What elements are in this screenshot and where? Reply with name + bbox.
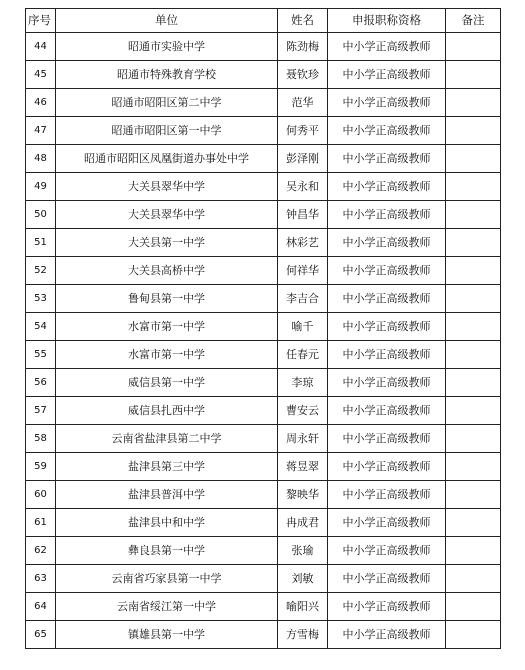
serial-cell: 57: [26, 397, 56, 425]
name-cell: 范华: [278, 89, 328, 117]
unit-cell: 水富市第一中学: [56, 341, 278, 369]
note-cell: [446, 481, 501, 509]
title-cell: 中小学正高级教师: [328, 397, 446, 425]
serial-cell: 44: [26, 33, 56, 61]
unit-cell: 威信县扎西中学: [56, 397, 278, 425]
note-cell: [446, 313, 501, 341]
title-cell: 中小学正高级教师: [328, 33, 446, 61]
table-row: [26, 481, 501, 509]
serial-cell: 50: [26, 201, 56, 229]
unit-cell: 大关县翠华中学: [56, 173, 278, 201]
unit-cell: 镇雄县第一中学: [56, 621, 278, 649]
name-cell: 陈劲梅: [278, 33, 328, 61]
serial-cell: 49: [26, 173, 56, 201]
title-cell: 中小学正高级教师: [328, 173, 446, 201]
note-cell: [446, 61, 501, 89]
serial-cell: 45: [26, 61, 56, 89]
table-row: [26, 565, 501, 593]
table-header: [26, 9, 501, 33]
note-cell: [446, 341, 501, 369]
note-cell: [446, 397, 501, 425]
table-row: [26, 33, 501, 61]
title-cell: 中小学正高级教师: [328, 565, 446, 593]
unit-cell: 鲁甸县第一中学: [56, 285, 278, 313]
serial-cell: 64: [26, 593, 56, 621]
note-cell: [446, 565, 501, 593]
unit-cell: 水富市第一中学: [56, 313, 278, 341]
name-cell: 喻阳兴: [278, 593, 328, 621]
table-row: [26, 369, 501, 397]
unit-cell: 彝良县第一中学: [56, 537, 278, 565]
serial-cell: 52: [26, 257, 56, 285]
title-cell: 中小学正高级教师: [328, 61, 446, 89]
title-cell: 中小学正高级教师: [328, 313, 446, 341]
table-row: [26, 537, 501, 565]
serial-cell: 46: [26, 89, 56, 117]
serial-cell: 65: [26, 621, 56, 649]
name-cell: 林彩艺: [278, 229, 328, 257]
table-row: [26, 425, 501, 453]
unit-cell: 云南省绥江第一中学: [56, 593, 278, 621]
note-cell: [446, 537, 501, 565]
header-serial: 序号: [26, 9, 56, 33]
name-cell: 黎映华: [278, 481, 328, 509]
serial-cell: 48: [26, 145, 56, 173]
unit-cell: 云南省巧家县第一中学: [56, 565, 278, 593]
name-cell: 吴永和: [278, 173, 328, 201]
unit-cell: 昭通市特殊教育学校: [56, 61, 278, 89]
serial-cell: 55: [26, 341, 56, 369]
serial-cell: 51: [26, 229, 56, 257]
table-row: [26, 61, 501, 89]
table-row: [26, 313, 501, 341]
note-cell: [446, 229, 501, 257]
name-cell: 方雪梅: [278, 621, 328, 649]
title-cell: 中小学正高级教师: [328, 145, 446, 173]
note-cell: [446, 285, 501, 313]
unit-cell: 昭通市实验中学: [56, 33, 278, 61]
header-name: 姓名: [278, 9, 328, 33]
serial-cell: 59: [26, 453, 56, 481]
unit-cell: 盐津县普洱中学: [56, 481, 278, 509]
serial-cell: 56: [26, 369, 56, 397]
staff-table: [25, 8, 501, 649]
name-cell: 蒋昱翠: [278, 453, 328, 481]
name-cell: 何秀平: [278, 117, 328, 145]
unit-cell: 云南省盐津县第二中学: [56, 425, 278, 453]
serial-cell: 60: [26, 481, 56, 509]
note-cell: [446, 145, 501, 173]
note-cell: [446, 593, 501, 621]
table-row: [26, 89, 501, 117]
table-row: [26, 201, 501, 229]
header-unit: 单位: [56, 9, 278, 33]
note-cell: [446, 453, 501, 481]
title-cell: 中小学正高级教师: [328, 621, 446, 649]
title-cell: 中小学正高级教师: [328, 593, 446, 621]
note-cell: [446, 117, 501, 145]
note-cell: [446, 425, 501, 453]
name-cell: 何祥华: [278, 257, 328, 285]
title-cell: 中小学正高级教师: [328, 453, 446, 481]
unit-cell: 盐津县中和中学: [56, 509, 278, 537]
unit-cell: 盐津县第三中学: [56, 453, 278, 481]
serial-cell: 54: [26, 313, 56, 341]
table-row: [26, 229, 501, 257]
table-row: [26, 453, 501, 481]
title-cell: 中小学正高级教师: [328, 285, 446, 313]
name-cell: 聂钦珍: [278, 61, 328, 89]
table-row: [26, 285, 501, 313]
table-row: [26, 117, 501, 145]
name-cell: 任春元: [278, 341, 328, 369]
table-row: [26, 145, 501, 173]
name-cell: 李吉合: [278, 285, 328, 313]
title-cell: 中小学正高级教师: [328, 201, 446, 229]
name-cell: 刘敏: [278, 565, 328, 593]
serial-cell: 47: [26, 117, 56, 145]
name-cell: 张瑜: [278, 537, 328, 565]
unit-cell: 大关县第一中学: [56, 229, 278, 257]
serial-cell: 62: [26, 537, 56, 565]
note-cell: [446, 201, 501, 229]
table-row: [26, 621, 501, 649]
title-cell: 中小学正高级教师: [328, 341, 446, 369]
title-cell: 中小学正高级教师: [328, 481, 446, 509]
title-cell: 中小学正高级教师: [328, 425, 446, 453]
unit-cell: 昭通市昭阳区第一中学: [56, 117, 278, 145]
title-cell: 中小学正高级教师: [328, 257, 446, 285]
title-cell: 中小学正高级教师: [328, 117, 446, 145]
header-note: 备注: [446, 9, 501, 33]
note-cell: [446, 621, 501, 649]
unit-cell: 昭通市昭阳区第二中学: [56, 89, 278, 117]
name-cell: 钟昌华: [278, 201, 328, 229]
note-cell: [446, 509, 501, 537]
serial-cell: 53: [26, 285, 56, 313]
title-cell: 中小学正高级教师: [328, 537, 446, 565]
table-row: [26, 257, 501, 285]
title-cell: 中小学正高级教师: [328, 369, 446, 397]
name-cell: 李琼: [278, 369, 328, 397]
name-cell: 曹安云: [278, 397, 328, 425]
header-title: 申报职称资格: [328, 9, 446, 33]
unit-cell: 昭通市昭阳区凤凰街道办事处中学: [56, 145, 278, 173]
table-row: [26, 341, 501, 369]
unit-cell: 大关县翠华中学: [56, 201, 278, 229]
table-row: [26, 173, 501, 201]
name-cell: 彭泽刚: [278, 145, 328, 173]
table-body: [26, 33, 501, 649]
note-cell: [446, 173, 501, 201]
table-row: [26, 397, 501, 425]
serial-cell: 61: [26, 509, 56, 537]
title-cell: 中小学正高级教师: [328, 509, 446, 537]
title-cell: 中小学正高级教师: [328, 89, 446, 117]
unit-cell: 威信县第一中学: [56, 369, 278, 397]
note-cell: [446, 257, 501, 285]
document-page: [25, 8, 500, 649]
title-cell: 中小学正高级教师: [328, 229, 446, 257]
name-cell: 喻千: [278, 313, 328, 341]
table-row: [26, 509, 501, 537]
note-cell: [446, 369, 501, 397]
name-cell: 冉成君: [278, 509, 328, 537]
name-cell: 周永轩: [278, 425, 328, 453]
unit-cell: 大关县高桥中学: [56, 257, 278, 285]
serial-cell: 63: [26, 565, 56, 593]
note-cell: [446, 89, 501, 117]
table-row: [26, 593, 501, 621]
note-cell: [446, 33, 501, 61]
header-row: [26, 9, 501, 33]
serial-cell: 58: [26, 425, 56, 453]
